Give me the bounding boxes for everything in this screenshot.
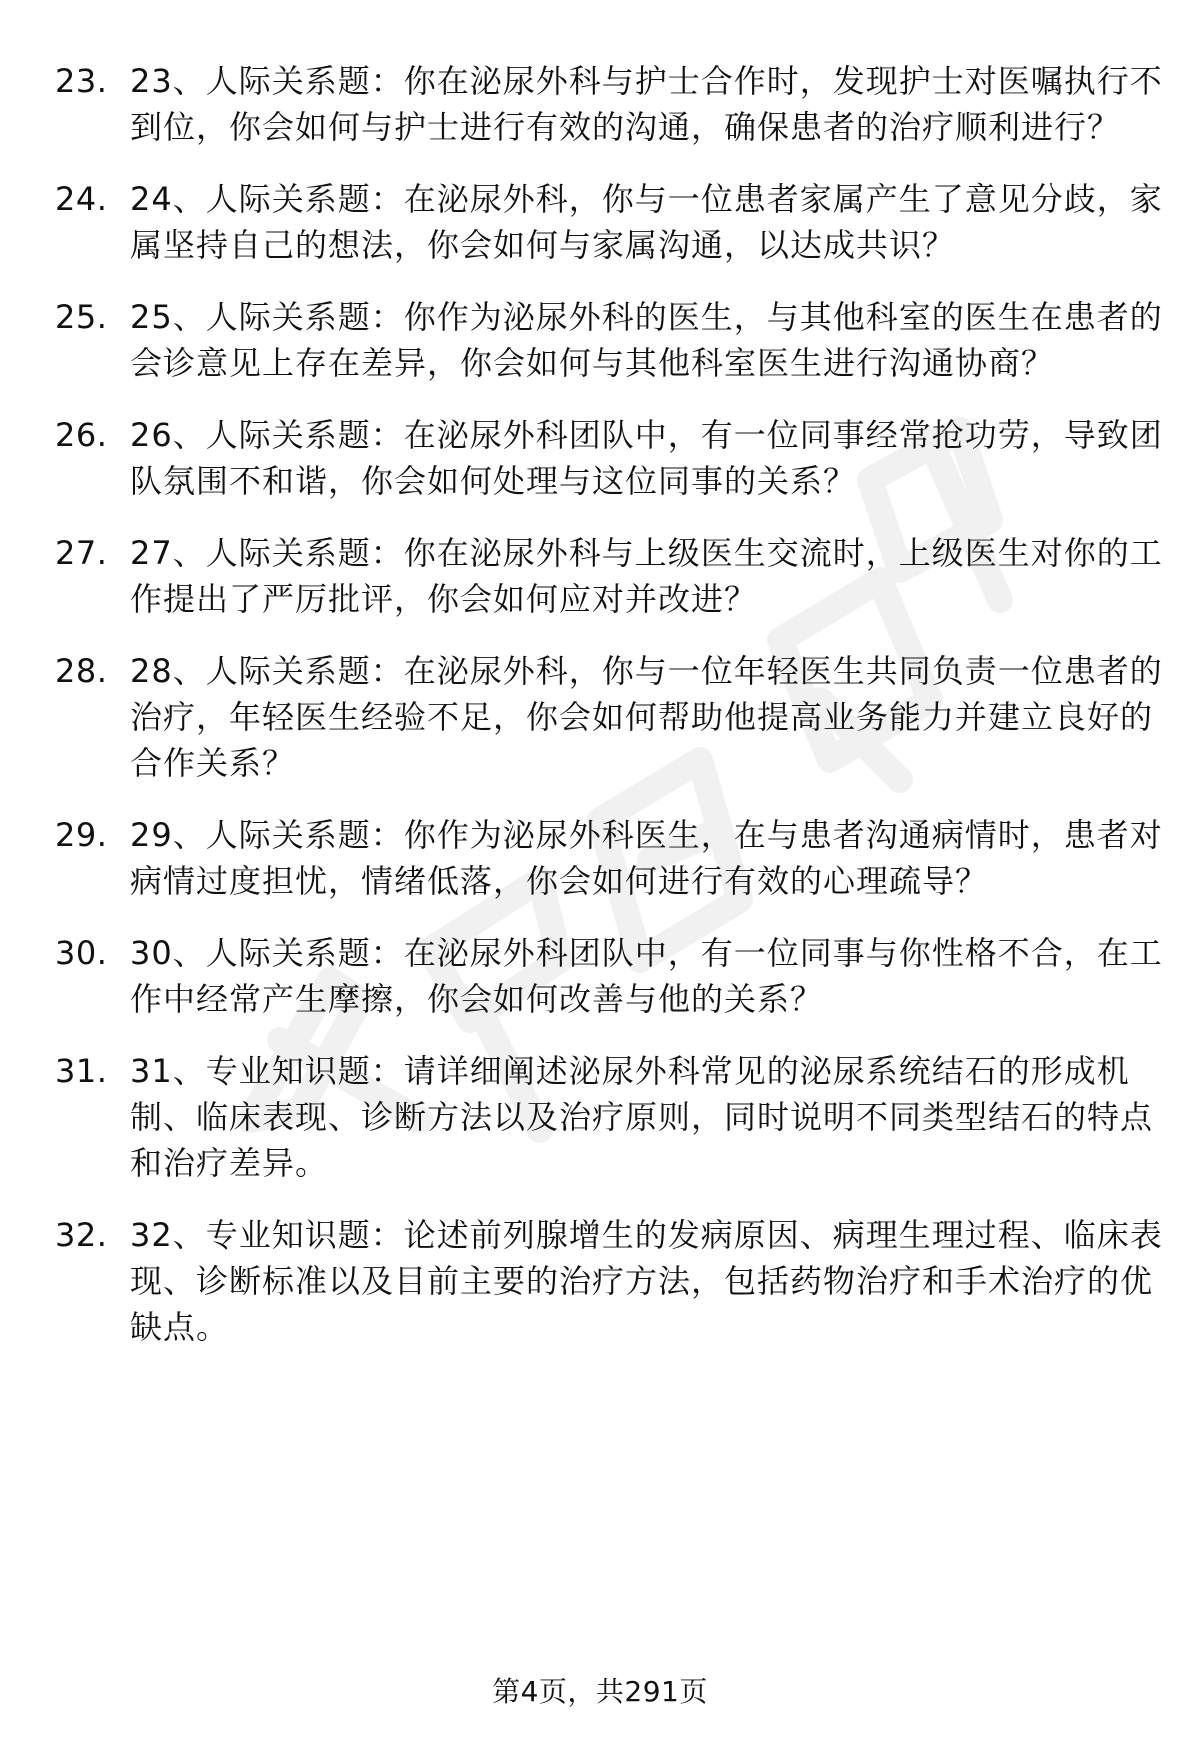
question-number: 24. <box>55 180 108 218</box>
question-number: 27. <box>55 534 108 572</box>
question-text: 27、人际关系题：你在泌尿外科与上级医生交流时，上级医生对你的工作提出了严厉批评，你会如何应对并改进？ <box>130 534 1163 618</box>
question-number: 30. <box>55 934 108 972</box>
list-item <box>55 812 1165 904</box>
question-text: 29、人际关系题：你作为泌尿外科医生，在与患者沟通病情时，患者对病情过度担忧，情绪低落，你会如何进行有效的心理疏导？ <box>130 816 1163 900</box>
list-item <box>55 58 1165 150</box>
question-list <box>55 58 1165 1376</box>
page-footer: 第4页，共291页 <box>492 1675 708 1708</box>
question-number: 26. <box>55 416 108 454</box>
list-item <box>55 294 1165 386</box>
question-text: 24、人际关系题：在泌尿外科，你与一位患者家属产生了意见分歧，家属坚持自己的想法，你会如何与家属沟通，以达成共识？ <box>130 180 1163 264</box>
question-text: 31、专业知识题：请详细阐述泌尿外科常见的泌尿系统结石的形成机制、临床表现、诊断方法以及治疗原则，同时说明不同类型结石的特点和治疗差异。 <box>130 1052 1154 1182</box>
question-text: 25、人际关系题：你作为泌尿外科的医生，与其他科室的医生在患者的会诊意见上存在差异，你会如何与其他科室医生进行沟通协商？ <box>130 298 1163 382</box>
list-item <box>55 176 1165 268</box>
question-text: 26、人际关系题：在泌尿外科团队中，有一位同事经常抢功劳，导致团队氛围不和谐，你会如何处理与这位同事的关系？ <box>130 416 1163 500</box>
question-number: 31. <box>55 1052 108 1090</box>
question-text: 23、人际关系题：你在泌尿外科与护士合作时，发现护士对医嘱执行不到位，你会如何与护士进行有效的沟通，确保患者的治疗顺利进行？ <box>130 62 1163 146</box>
list-item <box>55 930 1165 1022</box>
question-text: 30、人际关系题：在泌尿外科团队中，有一位同事与你性格不合，在工作中经常产生摩擦，你会如何改善与他的关系？ <box>130 934 1163 1018</box>
question-number: 32. <box>55 1216 108 1254</box>
list-item <box>55 1212 1165 1350</box>
list-item <box>55 1048 1165 1186</box>
question-number: 25. <box>55 298 108 336</box>
question-text: 28、人际关系题：在泌尿外科，你与一位年轻医生共同负责一位患者的治疗，年轻医生经验不足，你会如何帮助他提高业务能力并建立良好的合作关系？ <box>130 652 1163 782</box>
question-number: 23. <box>55 62 108 100</box>
question-number: 29. <box>55 816 108 854</box>
list-item <box>55 648 1165 786</box>
list-item <box>55 412 1165 504</box>
list-item <box>55 530 1165 622</box>
question-text: 32、专业知识题：论述前列腺增生的发病原因、病理生理过程、临床表现、诊断标准以及目前主要的治疗方法，包括药物治疗和手术治疗的优缺点。 <box>130 1216 1163 1346</box>
question-number: 28. <box>55 652 108 690</box>
